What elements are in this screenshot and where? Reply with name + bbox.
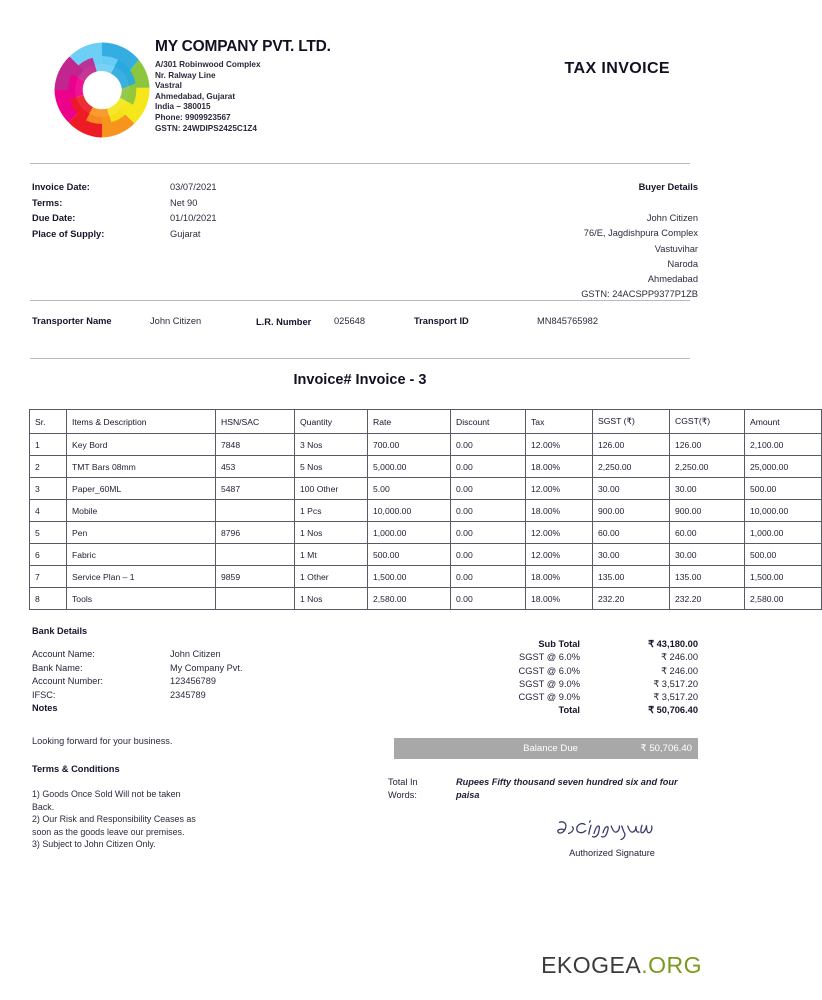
buyer-details xyxy=(581,180,698,302)
meta-label: Due Date: xyxy=(32,213,76,224)
company-gstn: GSTN: 24WDIPS2425C1Z4 xyxy=(155,123,257,133)
bank-row xyxy=(32,662,243,676)
cell-discount: 0.00 xyxy=(451,588,526,610)
table-header-row xyxy=(30,410,822,434)
cell-sr: 8 xyxy=(30,588,67,610)
cell-item: Paper_60ML xyxy=(67,478,216,500)
meta-row xyxy=(32,180,217,196)
cell-amount: 500.00 xyxy=(745,478,822,500)
terms-line: 2) Our Risk and Responsibility Ceases as xyxy=(32,814,196,824)
col-header-amount: Amount xyxy=(745,410,822,434)
meta-row xyxy=(32,196,217,212)
cell-sr: 7 xyxy=(30,566,67,588)
cell-cgst: 60.00 xyxy=(670,522,745,544)
cell-rate: 700.00 xyxy=(368,434,451,456)
bank-row xyxy=(32,648,243,662)
balance-due-label: Balance Due xyxy=(523,743,578,754)
bank-value: John Citizen xyxy=(170,649,221,659)
buyer-line: Vastuvihar xyxy=(654,243,698,254)
amount-in-words-label-line: Words: xyxy=(388,789,417,800)
bank-label: Bank Name: xyxy=(32,662,83,673)
divider-header xyxy=(30,163,690,164)
company-address xyxy=(155,60,385,134)
total-value: ₹ 50,706.40 xyxy=(648,705,698,716)
table-row xyxy=(30,456,822,478)
total-row-sgst-6 xyxy=(428,651,698,664)
cell-cgst: 126.00 xyxy=(670,434,745,456)
cell-cgst: 232.20 xyxy=(670,588,745,610)
invoice-meta xyxy=(32,180,217,242)
transporter-name-value: John Citizen xyxy=(150,316,202,326)
cell-hsn xyxy=(216,588,295,610)
meta-label: Place of Supply: xyxy=(32,228,105,239)
cell-amount: 1,500.00 xyxy=(745,566,822,588)
bank-value: 2345789 xyxy=(170,689,206,700)
bank-row xyxy=(32,689,243,703)
bank-value: My Company Pvt. xyxy=(170,662,243,673)
cell-quantity: 1 Pcs xyxy=(295,500,368,522)
cell-item: Fabric xyxy=(67,544,216,566)
transporter-name-label: Transporter Name xyxy=(32,316,112,326)
table-row xyxy=(30,434,822,456)
table-row xyxy=(30,588,822,610)
bank-details-title: Bank Details xyxy=(32,626,88,636)
col-header-sgst: SGST (₹) xyxy=(593,410,670,434)
terms-line: soon as the goods leave our premises. xyxy=(32,826,185,837)
total-value: ₹ 3,517.20 xyxy=(653,692,698,703)
notes-title: Notes xyxy=(32,703,58,714)
cell-hsn: 5487 xyxy=(216,478,295,500)
total-label: SGST @ 9.0% xyxy=(519,678,580,689)
meta-row xyxy=(32,227,217,243)
cell-tax: 12.00% xyxy=(526,522,593,544)
cell-amount: 25,000.00 xyxy=(745,456,822,478)
cell-hsn xyxy=(216,544,295,566)
cell-hsn: 7848 xyxy=(216,434,295,456)
meta-value: 03/07/2021 xyxy=(170,182,217,192)
cell-cgst: 30.00 xyxy=(670,478,745,500)
cell-rate: 1,000.00 xyxy=(368,522,451,544)
company-info xyxy=(155,38,385,134)
divider-transport xyxy=(30,358,690,359)
totals-summary xyxy=(428,638,698,718)
cell-sgst: 2,250.00 xyxy=(593,456,670,478)
bank-value: 123456789 xyxy=(170,676,216,687)
cell-rate: 10,000.00 xyxy=(368,500,451,522)
total-value: ₹ 43,180.00 xyxy=(648,639,698,649)
cell-quantity: 1 Mt xyxy=(295,544,368,566)
signature-mark xyxy=(552,816,672,842)
buyer-line: 76/E, Jagdishpura Complex xyxy=(583,228,698,239)
cell-quantity: 1 Nos xyxy=(295,522,368,544)
cell-tax: 18.00% xyxy=(526,500,593,522)
footer-brand-name: EKOGEA xyxy=(541,952,642,978)
cell-discount: 0.00 xyxy=(451,544,526,566)
total-row-sub-total xyxy=(428,638,698,651)
cell-rate: 500.00 xyxy=(368,544,451,566)
transport-id-label: Transport ID xyxy=(414,316,469,326)
table-row xyxy=(30,522,822,544)
cell-item: Service Plan – 1 xyxy=(67,566,216,588)
cell-sr: 5 xyxy=(30,522,67,544)
cell-cgst: 30.00 xyxy=(670,544,745,566)
company-address-line: A/301 Robinwood Complex xyxy=(155,60,261,69)
cell-discount: 0.00 xyxy=(451,566,526,588)
footer-watermark xyxy=(541,952,702,979)
cell-discount: 0.00 xyxy=(451,522,526,544)
cell-item: Tools xyxy=(67,588,216,610)
cell-discount: 0.00 xyxy=(451,434,526,456)
transport-id-value: MN845765982 xyxy=(537,316,598,326)
cell-sr: 6 xyxy=(30,544,67,566)
cell-amount: 2,580.00 xyxy=(745,588,822,610)
total-label: Total xyxy=(558,705,580,716)
divider-meta xyxy=(30,300,690,301)
cell-amount: 10,000.00 xyxy=(745,500,822,522)
lr-number-label: L.R. Number xyxy=(256,317,312,327)
terms-conditions-title: Terms & Conditions xyxy=(32,764,120,774)
bank-label: Account Name: xyxy=(32,649,95,659)
total-value: ₹ 3,517.20 xyxy=(653,678,698,689)
cell-quantity: 5 Nos xyxy=(295,456,368,478)
total-label: SGST @ 6.0% xyxy=(519,652,580,663)
cell-tax: 12.00% xyxy=(526,544,593,566)
company-phone: Phone: 9909923567 xyxy=(155,112,231,122)
cell-tax: 12.00% xyxy=(526,434,593,456)
cell-item: Mobile xyxy=(67,500,216,522)
terms-conditions-body xyxy=(32,788,252,851)
cell-item: Pen xyxy=(67,522,216,544)
authorized-signature-caption: Authorized Signature xyxy=(569,848,655,858)
company-address-line: India – 380015 xyxy=(155,102,211,112)
amount-in-words-label xyxy=(388,776,446,801)
bank-row xyxy=(32,675,243,689)
cell-sr: 4 xyxy=(30,500,67,522)
meta-label: Invoice Date: xyxy=(32,182,90,192)
company-address-line: Ahmedabad, Gujarat xyxy=(155,91,236,101)
buyer-line: John Citizen xyxy=(646,213,698,224)
notes-text: Looking forward for your business. xyxy=(32,736,173,746)
cell-discount: 0.00 xyxy=(451,478,526,500)
cell-sgst: 135.00 xyxy=(593,566,670,588)
bank-label: Account Number: xyxy=(32,676,103,687)
col-header-rate: Rate xyxy=(368,410,451,434)
cell-quantity: 1 Other xyxy=(295,566,368,588)
cell-sr: 3 xyxy=(30,478,67,500)
cell-rate: 5,000.00 xyxy=(368,456,451,478)
terms-line: Back. xyxy=(32,801,55,812)
cell-cgst: 135.00 xyxy=(670,566,745,588)
cell-sgst: 900.00 xyxy=(593,500,670,522)
cell-sgst: 30.00 xyxy=(593,544,670,566)
table-row xyxy=(30,566,822,588)
company-address-line: Vastral xyxy=(155,81,182,91)
cell-tax: 18.00% xyxy=(526,566,593,588)
cell-quantity: 1 Nos xyxy=(295,588,368,610)
total-label: CGST @ 6.0% xyxy=(518,665,580,676)
cell-sgst: 30.00 xyxy=(593,478,670,500)
cell-rate: 2,580.00 xyxy=(368,588,451,610)
cell-cgst: 900.00 xyxy=(670,500,745,522)
cell-rate: 5.00 xyxy=(368,478,451,500)
table-row xyxy=(30,544,822,566)
total-row-cgst-6 xyxy=(428,665,698,678)
signature-block xyxy=(532,816,692,858)
cell-quantity: 100 Other xyxy=(295,478,368,500)
bank-label: IFSC: xyxy=(32,689,56,700)
cell-item: Key Bord xyxy=(67,434,216,456)
cell-hsn: 9859 xyxy=(216,566,295,588)
col-header-quantity: Quantity xyxy=(295,410,368,434)
col-header-cgst: CGST(₹) xyxy=(670,410,745,434)
total-label: Sub Total xyxy=(538,639,580,649)
total-row-grand-total xyxy=(428,704,698,717)
table-row xyxy=(30,478,822,500)
meta-value: Net 90 xyxy=(170,197,198,208)
amount-in-words-label-line: Total In xyxy=(388,777,418,787)
document-type-title: TAX INVOICE xyxy=(564,60,670,77)
total-value: ₹ 246.00 xyxy=(661,665,698,676)
footer-brand-tld: .ORG xyxy=(641,952,702,978)
cell-tax: 12.00% xyxy=(526,478,593,500)
terms-line: 3) Subject to John Citizen Only. xyxy=(32,839,156,849)
total-row-sgst-9 xyxy=(428,678,698,691)
company-address-line: Nr. Ralway Line xyxy=(155,70,216,80)
buyer-details-title: Buyer Details xyxy=(638,182,698,192)
cell-sr: 1 xyxy=(30,434,67,456)
cell-sgst: 60.00 xyxy=(593,522,670,544)
cell-tax: 18.00% xyxy=(526,456,593,478)
bank-details xyxy=(32,626,243,713)
cell-tax: 18.00% xyxy=(526,588,593,610)
col-header-hsn: HSN/SAC xyxy=(216,410,295,434)
meta-value: Gujarat xyxy=(170,228,201,239)
meta-label: Terms: xyxy=(32,197,63,208)
col-header-sr: Sr. xyxy=(30,410,67,434)
cell-cgst: 2,250.00 xyxy=(670,456,745,478)
invoice-number-heading: Invoice# Invoice - 3 xyxy=(293,372,427,388)
cell-sr: 2 xyxy=(30,456,67,478)
balance-due-value: ₹ 50,706.40 xyxy=(640,743,692,754)
cell-quantity: 3 Nos xyxy=(295,434,368,456)
cell-rate: 1,500.00 xyxy=(368,566,451,588)
line-items-table xyxy=(29,409,822,610)
cell-amount: 2,100.00 xyxy=(745,434,822,456)
meta-row xyxy=(32,211,217,227)
cell-hsn xyxy=(216,500,295,522)
total-row-cgst-9 xyxy=(428,691,698,704)
col-header-discount: Discount xyxy=(451,410,526,434)
terms-line: 1) Goods Once Sold Will not be taken xyxy=(32,789,181,799)
total-label: CGST @ 9.0% xyxy=(518,692,580,703)
company-swirl-logo xyxy=(48,36,156,144)
col-header-tax: Tax xyxy=(526,410,593,434)
lr-number-value: 025648 xyxy=(334,316,366,326)
cell-discount: 0.00 xyxy=(451,456,526,478)
company-name: MY COMPANY PVT. LTD. xyxy=(155,38,331,55)
cell-hsn: 453 xyxy=(216,456,295,478)
buyer-line: Ahmedabad xyxy=(647,274,698,285)
col-header-item: Items & Description xyxy=(67,410,216,434)
cell-sgst: 232.20 xyxy=(593,588,670,610)
total-value: ₹ 246.00 xyxy=(661,652,698,663)
buyer-line: Naroda xyxy=(667,258,698,269)
cell-sgst: 126.00 xyxy=(593,434,670,456)
cell-amount: 500.00 xyxy=(745,544,822,566)
table-row xyxy=(30,500,822,522)
cell-amount: 1,000.00 xyxy=(745,522,822,544)
invoice-header xyxy=(30,30,690,150)
balance-due-bar xyxy=(394,738,698,759)
buyer-gstn: GSTN: 24ACSPP9377P1ZB xyxy=(581,289,698,300)
meta-value: 01/10/2021 xyxy=(170,213,217,224)
cell-hsn: 8796 xyxy=(216,522,295,544)
amount-in-words-value: Rupees Fifty thousand seven hundred six and four paisa xyxy=(456,777,678,800)
cell-discount: 0.00 xyxy=(451,500,526,522)
cell-item: TMT Bars 08mm xyxy=(67,456,216,478)
